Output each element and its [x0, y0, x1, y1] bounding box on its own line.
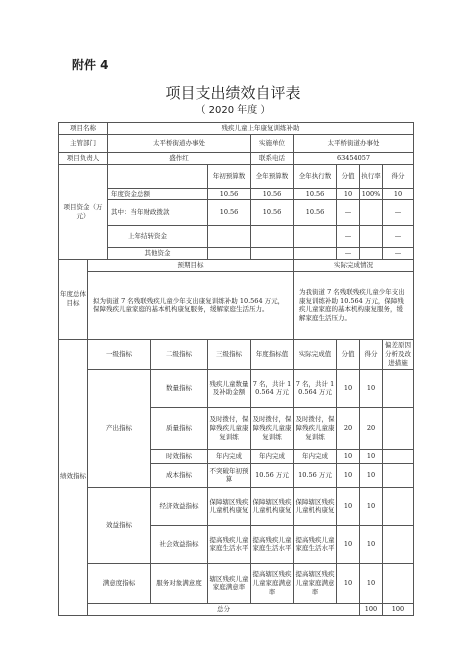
fund-row-name: 其他资金 [108, 248, 208, 260]
level2: 服务对象满意度 [151, 563, 208, 603]
target: 10.56 万元 [251, 463, 294, 487]
target: 提高残疾儿童家庭生活水平 [251, 525, 294, 563]
fund-initial: 10.56 [208, 188, 251, 200]
fund-row-name: 其中：当年财政拨款 [108, 200, 208, 226]
level3: 辖区残疾儿童家庭满意率 [208, 563, 251, 603]
target: 及时拨付，保障残疾儿童康复训练 [251, 407, 294, 449]
got: 10 [360, 487, 383, 525]
fund-rate: 100% [360, 188, 383, 200]
level3: 不突破年初预算 [208, 463, 251, 487]
impl-label: 实施单位 [251, 134, 294, 152]
col-got: 得分 [383, 164, 414, 188]
fund-got: — [383, 226, 414, 248]
fund-exec: 10.56 [294, 200, 337, 226]
dept-value: 太平桥街道办事处 [108, 134, 251, 152]
actual: 年内完成 [294, 449, 337, 463]
reason [383, 463, 414, 487]
fund-full [251, 226, 294, 248]
got: 20 [360, 407, 383, 449]
h-level3: 三级指标 [208, 339, 251, 369]
level2: 数量指标 [151, 369, 208, 407]
perf-indicator-label: 绩效指标 [59, 339, 88, 615]
actual: 10.56 万元 [294, 463, 337, 487]
actual: 提高残疾儿童家庭生活水平 [294, 525, 337, 563]
fund-row-name: 上年结转资金 [108, 226, 208, 248]
level3: 残疾儿童数量及补助金额 [208, 369, 251, 407]
impl-value: 太平桥街道办事处 [294, 134, 414, 152]
level3: 保障辖区残疾儿童机构康复 [208, 487, 251, 525]
got: 10 [360, 525, 383, 563]
h-score: 分值 [337, 339, 360, 369]
got: 10 [360, 463, 383, 487]
fund-initial: 10.56 [208, 200, 251, 226]
level2: 成本指标 [151, 463, 208, 487]
target: 年内完成 [251, 449, 294, 463]
page-title: 项目支出绩效自评表 [165, 84, 301, 102]
level2: 经济效益指标 [151, 487, 208, 525]
fund-rate [360, 248, 383, 260]
fund-got: — [383, 200, 414, 226]
fund-got: 10 [383, 188, 414, 200]
fund-exec [294, 248, 337, 260]
leader-label: 项目负责人 [59, 152, 108, 164]
h-target: 年度指标值 [251, 339, 294, 369]
actual-result-text: 为我街道 7 名残联残疾儿童少年支出康复训练补助 10.564 万元，保障残疾儿童家庭的基本机构康复服务，缓解家庭生活压力。 [294, 271, 414, 339]
score: 10 [337, 369, 360, 407]
reason [383, 407, 414, 449]
fund-score: — [337, 226, 360, 248]
got: 10 [360, 449, 383, 463]
got: 10 [360, 563, 383, 603]
expected-goal-label: 预期目标 [88, 260, 294, 272]
effect-indicator-label: 效益指标 [88, 487, 151, 563]
reason [383, 449, 414, 463]
h-got: 得分 [360, 339, 383, 369]
reason [383, 487, 414, 525]
fund-row-name: 年度资金总额 [108, 188, 208, 200]
score: 10 [337, 563, 360, 603]
score: 10 [337, 525, 360, 563]
level2: 质量指标 [151, 407, 208, 449]
fund-exec [294, 226, 337, 248]
h-level1: 一级指标 [88, 339, 151, 369]
project-name: 残疾儿童上年康复训练补助 [108, 123, 414, 135]
actual-result-label: 实际完成情况 [294, 260, 414, 272]
score: 10 [337, 487, 360, 525]
reason [383, 525, 414, 563]
leader-value: 盛作红 [108, 152, 251, 164]
col-full-budget: 全年预算数 [251, 164, 294, 188]
fund-score: — [337, 248, 360, 260]
phone-label: 联系电话 [251, 152, 294, 164]
fund-rate [360, 226, 383, 248]
got: 10 [360, 369, 383, 407]
fund-full: 10.56 [251, 188, 294, 200]
fund-initial [208, 226, 251, 248]
col-exec: 全年执行数 [294, 164, 337, 188]
fund-exec: 10.56 [294, 188, 337, 200]
funds-label: 项目资金（万元） [59, 164, 108, 260]
satisfaction-indicator-label: 满意度指标 [88, 563, 151, 603]
col-rate: 执行率 [360, 164, 383, 188]
target: 提高辖区残疾儿童家庭满意率 [251, 563, 294, 603]
actual: 保障辖区残疾儿童机构康复 [294, 487, 337, 525]
score: 10 [337, 463, 360, 487]
score: 20 [337, 407, 360, 449]
target: 保障辖区残疾儿童机构康复 [251, 487, 294, 525]
fund-initial [208, 248, 251, 260]
fund-rate [360, 200, 383, 226]
fund-score: 10 [337, 188, 360, 200]
h-reason: 偏差原因分析及改进措施 [383, 339, 414, 369]
expected-goal-text: 拟为街道 7 名残联残疾儿童少年支出康复训练补助 10.564 万元，保障残疾儿童家庭的基本机构康复服务，缓解家庭生活压力。 [88, 271, 294, 339]
h-level2: 二级指标 [151, 339, 208, 369]
total-score: 100 [360, 603, 383, 615]
actual: 7 名，共计 10.564 万元 [294, 369, 337, 407]
fund-full [251, 248, 294, 260]
phone-value: 63454057 [294, 152, 414, 164]
attachment-label: 附件 4 [72, 58, 109, 72]
fund-score: — [337, 200, 360, 226]
year-label: （ 2020 年度 ） [195, 105, 271, 116]
fund-got: — [383, 248, 414, 260]
annual-goal-label: 年度总体目标 [59, 260, 88, 340]
total-got: 100 [383, 603, 414, 615]
target: 7 名，共计 10.564 万元 [251, 369, 294, 407]
level2: 时效指标 [151, 449, 208, 463]
actual: 及时拨付，保障残疾儿童康复训练 [294, 407, 337, 449]
score: 10 [337, 449, 360, 463]
col-initial-budget: 年初预算数 [208, 164, 251, 188]
actual: 提高辖区残疾儿童家庭满意率 [294, 563, 337, 603]
level2: 社会效益指标 [151, 525, 208, 563]
reason [383, 369, 414, 407]
level3: 及时拨付，保障残疾儿童康复训练 [208, 407, 251, 449]
dept-label: 主管部门 [59, 134, 108, 152]
total-label: 总分 [88, 603, 360, 615]
project-name-label: 项目名称 [59, 123, 108, 135]
reason [383, 563, 414, 603]
evaluation-table [58, 122, 414, 616]
output-indicator-label: 产出指标 [88, 369, 151, 487]
level3: 年内完成 [208, 449, 251, 463]
col-score: 分值 [337, 164, 360, 188]
h-actual: 实际完成值 [294, 339, 337, 369]
fund-full: 10.56 [251, 200, 294, 226]
level3: 提高残疾儿童家庭生活水平 [208, 525, 251, 563]
